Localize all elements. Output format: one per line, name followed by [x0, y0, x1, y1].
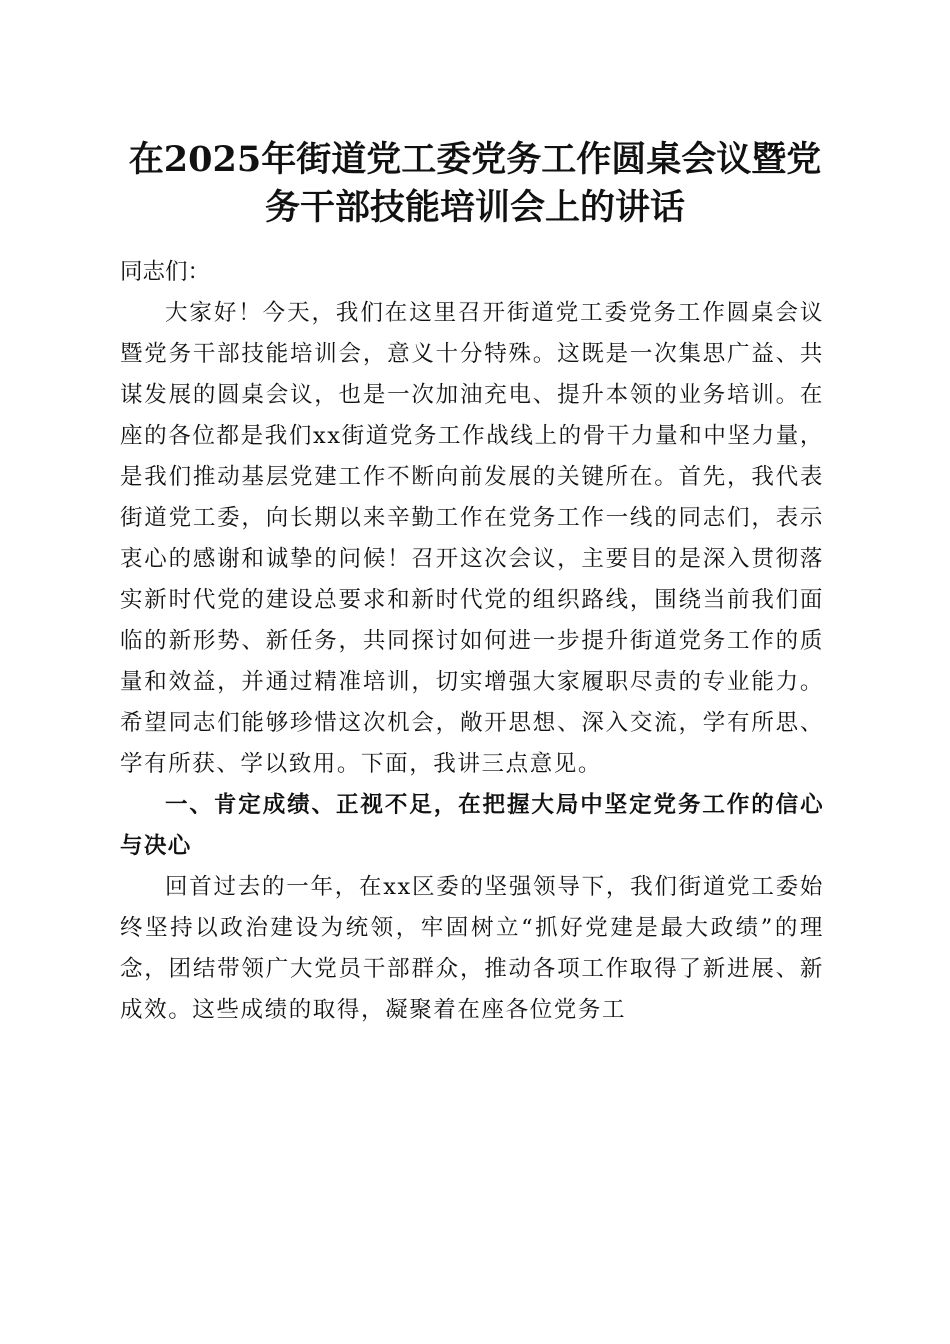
title-line-1: 在2025年街道党工委党务工作圆桌会议暨党	[128, 139, 822, 180]
salutation: 同志们：	[120, 259, 211, 285]
paragraph-intro: 大家好！今天，我们在这里召开街道党工委党务工作圆桌会议暨党务干部技能培训会，意义十分特殊。这既是一次集思广益、共谋发展的圆桌会议，也是一次加油充电、提升本领的业务培训。在座的各位都是我们xx街道党务工作战线上的骨干力量和中坚力量，是我们推动基层党建工作不断向前发展的关键所在。首先，我代表街道党工委，向长期以来辛勤工作在党务工作一线的同志们，表示衷心的感谢和诚挚的问候！召开这次会议，主要目的是深入贯彻落实新时代党的建设总要求和新时代党的组织路线，围绕当前我们面临的新形势、新任务，共同探讨如何进一步提升街道党务工作的质量和效益，并通过精准培训，切实增强大家履职尽责的专业能力。希望同志们能够珍惜这次机会，敞开思想、深入交流，学有所思、学有所获、学以致用。下面，我讲三点意见。	[120, 300, 824, 777]
document-body	[120, 252, 824, 1031]
paragraph-review: 回首过去的一年，在xx区委的坚强领导下，我们街道党工委始终坚持以政治建设为统领，牢固树立“抓好党建是最大政绩”的理念，团结带领广大党员干部群众，推动各项工作取得了新进展、新成效。这些成绩的取得，凝聚着在座各位党务工	[120, 874, 824, 1023]
title-line-2: 务干部技能培训会上的讲话	[264, 187, 685, 228]
section-heading-1: 一、肯定成绩、正视不足，在把握大局中坚定党务工作的信心与决心	[120, 792, 824, 859]
document-title	[120, 136, 830, 232]
